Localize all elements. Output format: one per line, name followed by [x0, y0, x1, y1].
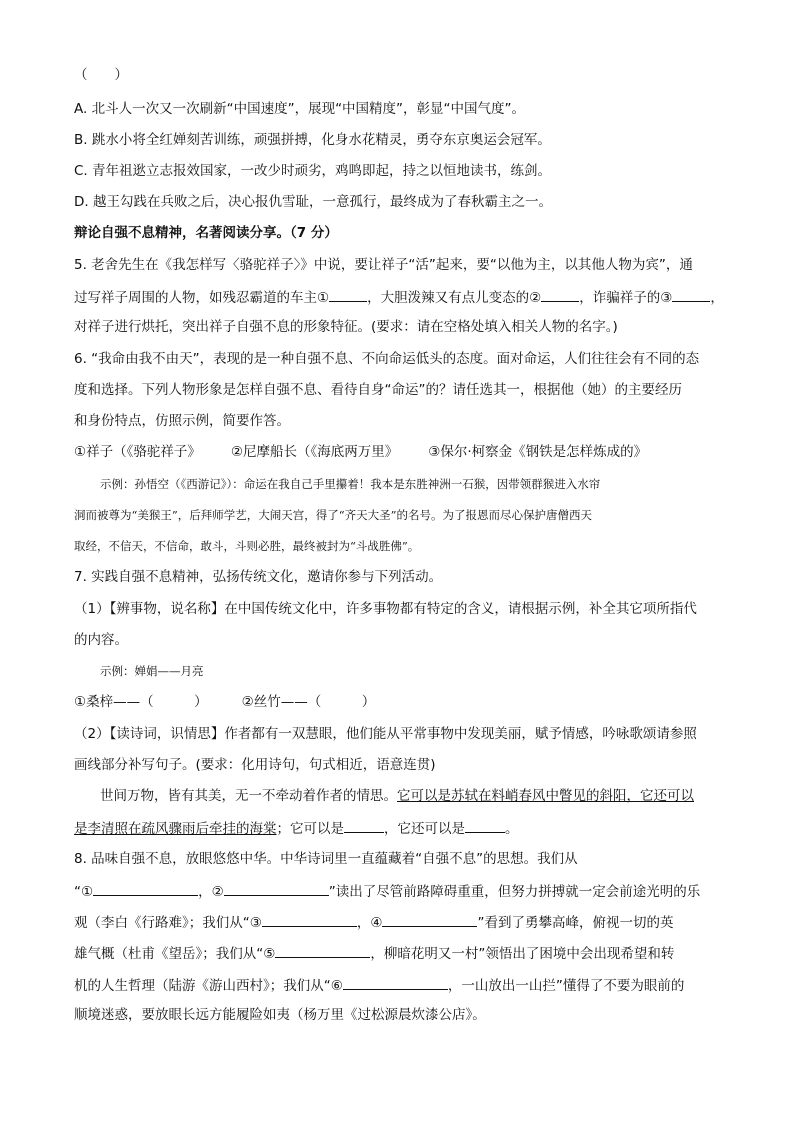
q7-text-d: 。: [505, 821, 519, 837]
q8-text-b: ，②: [198, 884, 224, 900]
q6-option-1: ①祥子（《骆驼祥子》: [74, 444, 201, 460]
q6-option-2: ②尼摩船长（《海底两万里》: [230, 444, 399, 460]
option-b: B. 跳水小将全红婵刻苦训练，顽强拼搏，化身水花精灵，勇夺东京奥运会冠军。: [74, 132, 551, 148]
q7-part2-line-4: [74, 818, 519, 838]
q8-blank-6[interactable]: [343, 975, 448, 990]
q7-part2-line-2: 画线部分补写句子。(要求：化用诗句，句式相近，语意连贯): [74, 757, 436, 773]
q8-blank-4[interactable]: [382, 912, 477, 927]
q5-text-b: ，大胆泼辣又有点儿变态的②: [367, 290, 542, 306]
q8-line-5: [74, 975, 684, 995]
q7-blank-1[interactable]: [344, 818, 384, 833]
q7-part2-text: 世间万物，皆有其美，无一不牵动着作者的情思。: [100, 788, 397, 804]
q8-text-d: 观（李白《行路难》；我们从“③: [74, 915, 262, 931]
q6-line-3: 和身份特点，仿照示例，简要作答。: [74, 413, 290, 429]
q8-line-6: 顺境迷惑，要放眼长远方能履险如夷（杨万里《过松源晨炊漆公店》。: [74, 1007, 486, 1023]
q8-blank-3[interactable]: [262, 912, 357, 927]
q5-blank-1[interactable]: [329, 287, 367, 302]
q5-line-3: 对祥子进行烘托，突出祥子自强不息的形象特征。(要求：请在空格处填入相关人物的名字。): [74, 319, 618, 335]
q8-text-j: ，一山放出一山拦”懂得了不要为眼前的: [447, 978, 685, 994]
q7-text-c: ，它还可以是: [384, 821, 465, 837]
q6-options: [74, 443, 647, 461]
q7-item-1: ①桑梓——（ ）: [74, 694, 208, 710]
q8-blank-2[interactable]: [224, 881, 329, 896]
option-c: C. 青年祖逖立志报效国家，一改少时顽劣，鸡鸣即起，持之以恒地读书，练剑。: [74, 163, 552, 179]
q7-text-b: ；它可以是: [276, 821, 344, 837]
q6-example-2: 洞而被尊为“美猴王”，后拜师学艺，大闹天宫，得了“齐天大圣”的名号。为了报恩而尽心保护唐僧西天: [74, 508, 593, 522]
q8-line-2: [74, 881, 700, 901]
q8-text-f: ”看到了勇攀高峰，俯视一切的英: [477, 915, 674, 931]
q6-line-1: 6. “我命由我不由天”，表现的是一种自强不息、不向命运低头的态度。面对命运，人们往往会有不同的态: [74, 351, 700, 367]
option-d: D. 越王勾践在兵败之后，决心报仇雪耻，一意孤行，最终成为了春秋霸主之一。: [74, 194, 552, 210]
q5-text-c: ，诈骗祥子的③: [579, 290, 673, 306]
q6-example-3: 取经，不信天，不信命，敢斗，斗则必胜，最终被封为“斗战胜佛”。: [74, 539, 420, 553]
q6-example-1: 示例：孙悟空（《西游记》）：命运在我自己手里攥着！我本是东胜神洲一石猴，因带领群猴进入水帘: [100, 477, 601, 491]
q8-text-c: ”读出了尽管前路障碍重重，但努力拼搏就一定会前途光明的乐: [328, 884, 701, 900]
q7-part1-line-2: 的内容。: [74, 632, 128, 648]
q8-text-h: ，柳暗花明又一村”领悟出了困境中会出现希望和转: [370, 946, 675, 962]
q6-line-2: 度和选择。下列人物形象是怎样自强不息、看待自身“命运”的？请任选其一，根据他（她）的主要经历: [74, 382, 682, 398]
option-a: A. 北斗人一次又一次刷新“中国速度”，展现“中国精度”，彰显“中国气度”。: [74, 101, 526, 117]
q8-text-i: 机的人生哲理（陆游《游山西村》；我们从“⑥: [74, 978, 343, 994]
q8-blank-1[interactable]: [93, 881, 198, 896]
q5-text-a: 过写祥子周围的人物，如残忍霸道的车主①: [74, 290, 330, 306]
q7-underlined-text-2: 是李清照在疏风骤雨后牵挂的海棠: [74, 821, 277, 837]
q7-line-1: 7. 实践自强不息精神，弘扬传统文化，邀请你参与下列活动。: [74, 569, 443, 585]
q5-blank-2[interactable]: [541, 287, 579, 302]
q7-blank-2[interactable]: [465, 818, 505, 833]
q7-part2-line-3: [100, 787, 694, 805]
q5-line-2: [74, 287, 724, 307]
q7-item-2: ②丝竹——（ ）: [241, 694, 376, 710]
q8-line-3: [74, 912, 673, 932]
q7-underlined-text-1: 它可以是苏轼在料峭春风中瞥见的斜阳，它还可以: [397, 788, 694, 804]
q8-line-1: 8. 品味自强不息，放眼悠悠中华。中华诗词里一直蕴藏着“自强不息”的思想。我们从: [74, 851, 578, 867]
q7-example: 示例：婵娟——月亮: [100, 664, 204, 678]
q8-text-g: 雄气概（杜甫《望岳》；我们从“⑤: [74, 946, 276, 962]
q6-option-3: ③保尔·柯察金《钢铁是怎样炼成的》: [428, 444, 648, 460]
q5-text-d: ，: [710, 290, 724, 306]
q5-blank-3[interactable]: [672, 287, 710, 302]
answer-bracket: （ ）: [74, 67, 128, 83]
q8-line-4: [74, 943, 674, 963]
q7-items: [74, 693, 375, 711]
q8-text-a: “①: [74, 884, 94, 900]
section-title: 辩论自强不息精神，名著阅读分享。（7 分）: [74, 225, 338, 241]
q7-part1-line-1: （1）【辨事物，说名称】在中国传统文化中，许多事物都有特定的含义，请根据示例，补全其它项所指代: [74, 601, 697, 617]
q7-part2-line-1: （2）【读诗词，识情思】作者都有一双慧眼，他们能从平常事物中发现美丽，赋予情感，吟咏歌颂请参照: [74, 726, 697, 742]
q8-text-e: ，④: [356, 915, 383, 931]
q8-blank-5[interactable]: [275, 943, 370, 958]
q5-line-1: 5. 老舍先生在《我怎样写〈骆驼祥子〉》中说，要让祥子“活”起来，要“以他为主，以其他人物为宾”，通: [74, 257, 693, 273]
